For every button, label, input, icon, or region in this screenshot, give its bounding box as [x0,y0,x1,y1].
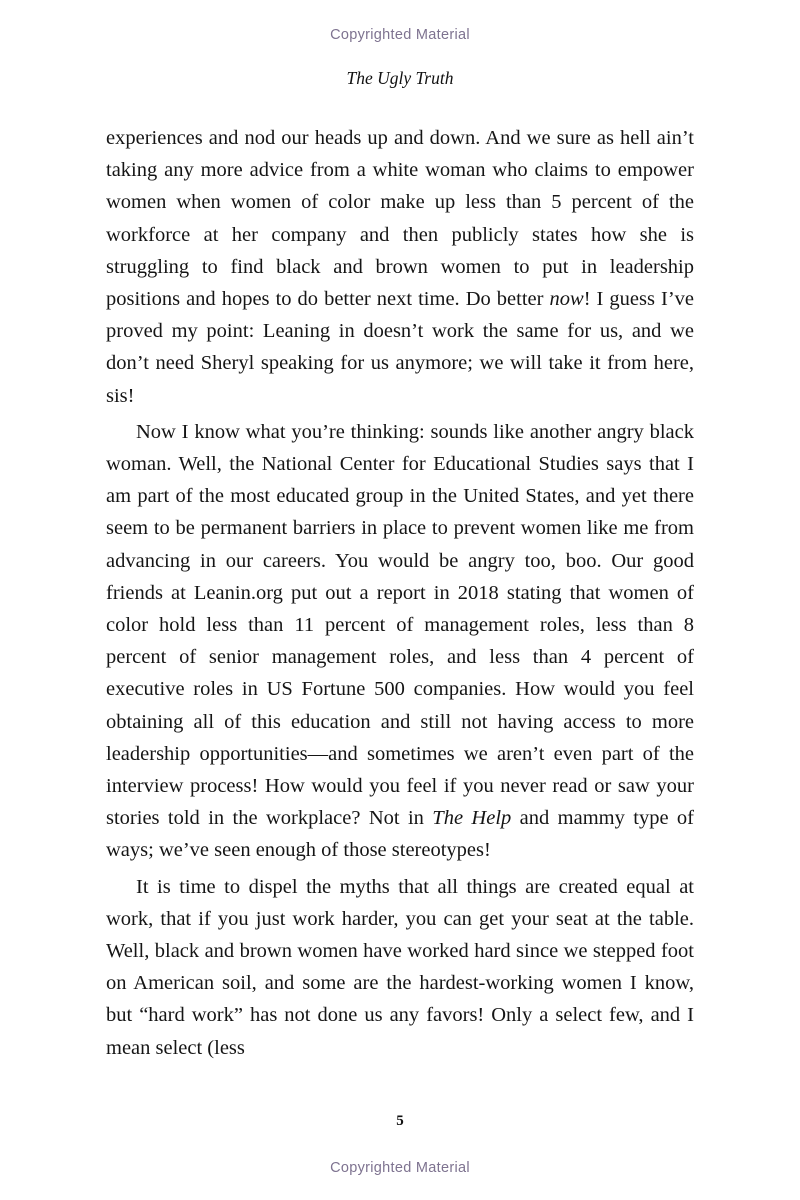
text-segment: It is time to dispel the myths that all things are created equal at work, that if you just work harder, you can get your seat at the table. Well, black and brown women have worked hard since we stepped foot on American soil, and some are the hardest-working women I know, but “hard work” has not done us any favors! Only a select few, and I mean select (less [106,875,694,1059]
body-text [106,122,694,1064]
text-segment: experiences and nod our heads up and down. And we sure as hell ain’t taking any more advice from a white woman who claims to empower women when women of color make up less than 5 percent of the workforce at her company and then publicly states how she is struggling to find black and brown women to put in leadership positions and hopes to do better next time. Do better [106,127,694,311]
italic-text-segment: The Help [432,807,512,830]
paragraph [106,871,694,1064]
paragraph [106,416,694,867]
copyright-notice-bottom: Copyrighted Material [330,1160,470,1176]
page-number: 5 [396,1113,404,1129]
text-segment: Now I know what you’re thinking: sounds like another angry black woman. Well, the National Center for Educational Studies says that I am part of the most educated group in the United States, and yet there seem to be permanent barriers in place to prevent women like me from advancing in our careers. You would be angry too, boo. Our good friends at Leanin.org put out a report in 2018 stating that women of color hold less than 11 percent of management roles, less than 8 percent of senior management roles, and less than 4 percent of executive roles in US Fortune 500 companies. How would you feel obtaining all of this education and still not having access to more leadership opportunities—and sometimes we aren’t even part of the interview process! How would you feel if you never read or saw your stories told in the workplace? Not in [106,420,694,830]
text-segment: ! I guess I’ve proved my point: Leaning in doesn’t work the same for us, and we don’t need Sheryl speaking for us anymore; we will take it from here, sis! [106,288,694,407]
text-segment: and mammy type of ways; we’ve seen enough of those stereotypes! [106,807,695,862]
paragraph [106,122,694,412]
running-head: The Ugly Truth [346,68,454,88]
italic-text-segment: now [549,288,584,311]
copyright-notice-top: Copyrighted Material [330,27,470,43]
